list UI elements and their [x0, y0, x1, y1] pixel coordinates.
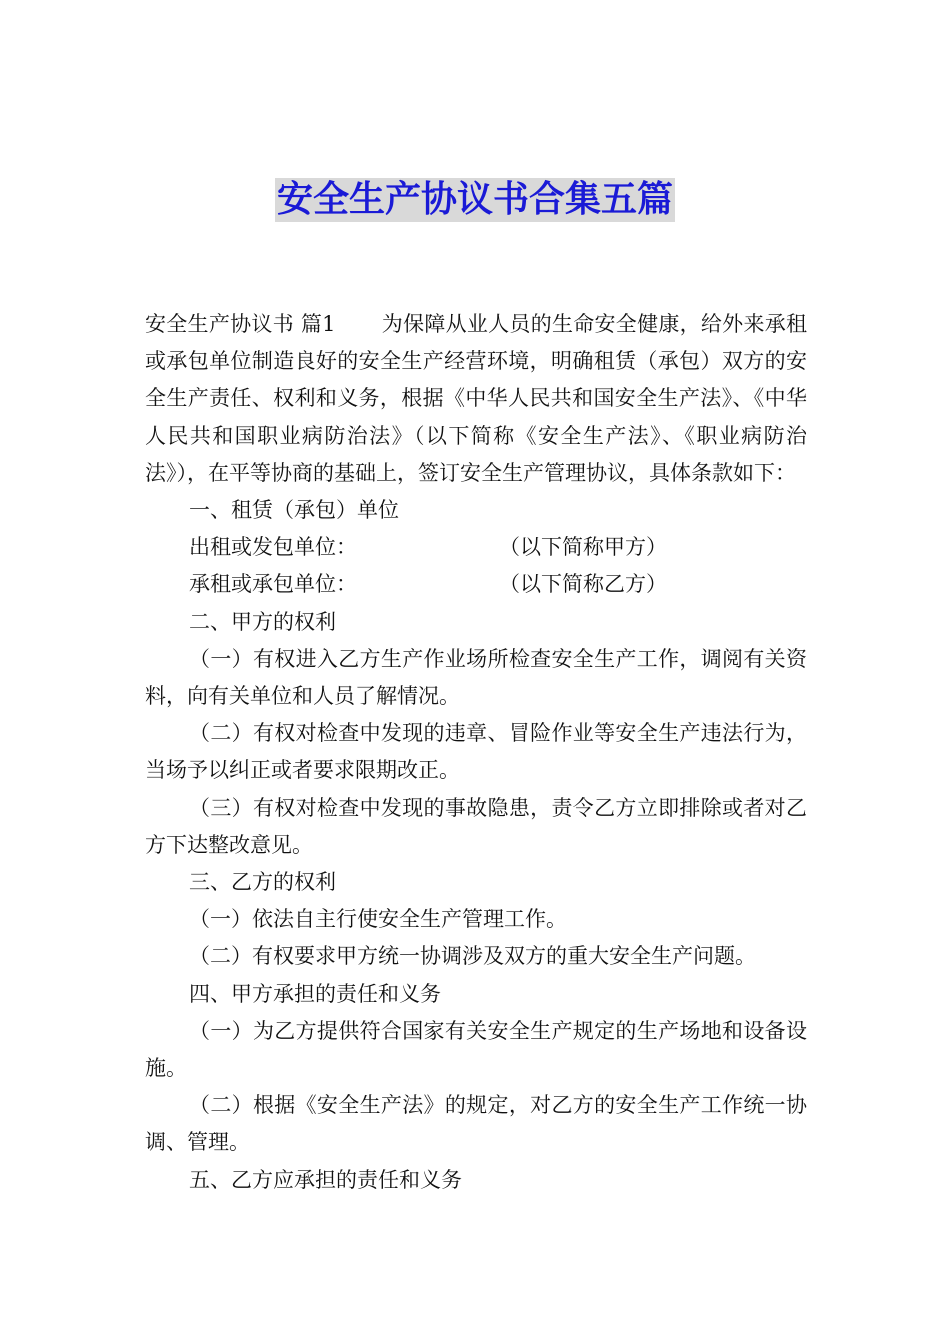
lessee-row [145, 566, 807, 603]
section-heading-1: 一、租赁（承包）单位 [189, 498, 399, 523]
intro-heading: 安全生产协议书 篇1 [145, 312, 336, 336]
title-container [0, 178, 950, 222]
section-heading-4: 四、甲方承担的责任和义务 [189, 981, 441, 1006]
lessor-note: （以下简称甲方） [499, 535, 667, 560]
intro-text: 为保障从业人员的生命安全健康，给外来承租或承包单位制造良好的安全生产经营环境，明确租赁（承包）双方的安全生产责任、权利和义务，根据《中华人民共和国安全生产法》、《中华人民共和国职业病防治法》（以下简称《安全生产法》、《职业病防治法》），在平等协商的基础上，签订安全生产管理协议，具体条款如下： [145, 312, 807, 485]
clause-2-1: （一）有权进入乙方生产作业场所检查安全生产工作，调阅有关资料，向有关单位和人员了解情况。 [145, 646, 807, 709]
section-heading-5: 五、乙方应承担的责任和义务 [189, 1167, 462, 1192]
section-heading-2: 二、甲方的权利 [189, 609, 336, 634]
clause-4-1: （一）为乙方提供符合国家有关安全生产规定的生产场地和设备设施。 [145, 1018, 807, 1081]
clause-3-1: （一）依法自主行使安全生产管理工作。 [189, 907, 567, 932]
document-title: 安全生产协议书合集五篇 [276, 179, 673, 220]
intro-paragraph [145, 306, 807, 492]
document-body [145, 306, 807, 1199]
lessee-note: （以下简称乙方） [499, 572, 667, 597]
section-heading-3: 三、乙方的权利 [189, 870, 336, 895]
lessee-label: 承租或承包单位： [189, 572, 357, 597]
clause-4-2: （二）根据《安全生产法》的规定，对乙方的安全生产工作统一协调、管理。 [145, 1093, 807, 1155]
clause-3-2: （二）有权要求甲方统一协调涉及双方的重大安全生产问题。 [189, 944, 756, 969]
clause-2-2: （二）有权对检查中发现的违章、冒险作业等安全生产违法行为，当场予以纠正或者要求限期改正。 [145, 721, 807, 783]
clause-2-3: （三）有权对检查中发现的事故隐患，责令乙方立即排除或者对乙方下达整改意见。 [145, 795, 807, 857]
lessor-label: 出租或发包单位： [189, 535, 357, 560]
lessor-row [145, 529, 807, 566]
